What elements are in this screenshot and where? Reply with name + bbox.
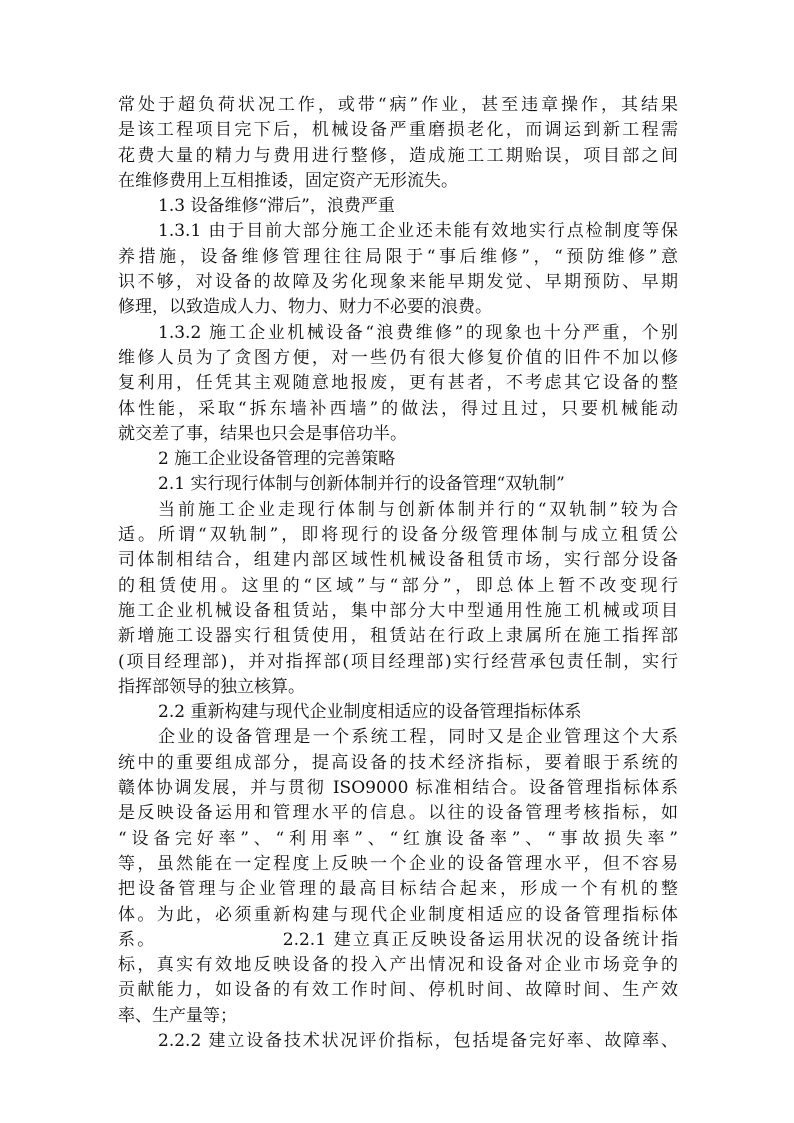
text-line: 识不够，对设备的故障及劣化现象来能早期发觉、早期预防、早期 — [118, 272, 678, 293]
text-line: 就交差了事，结果也只会是事倍功半。 — [118, 423, 407, 444]
text-line: 复利用，任凭其主观随意地报废，更有甚者，不考虑其它设备的整 — [118, 373, 678, 394]
text-line: 花费大量的精力与费用进行整修，造成施工工期贻误，项目部之间 — [118, 145, 678, 166]
text-line: 修理，以致造成人力、物力、财力不必要的浪费。 — [118, 297, 492, 318]
text-line: 指挥部领导的独立核算。 — [118, 676, 305, 697]
text-line: 2 施工企业设备管理的完善策略 — [158, 449, 396, 470]
text-line: 统中的重要组成部分，提高设备的技术经济指标，要着眼于系统的 — [118, 752, 678, 773]
text-line: 贡献能力，如设备的有效工作时间、停机时间、故障时间、生产效 — [118, 980, 678, 1001]
text-line: 等，虽然能在一定程度上反映一个企业的设备管理水平，但不容易 — [118, 853, 678, 874]
text-line: 企业的设备管理是一个系统工程，同时又是企业管理这个大系 — [158, 727, 678, 748]
text-line: 司体制相结合，组建内部区域性机械设备租赁市场，实行部分设备 — [118, 550, 678, 571]
text-line: 养措施，设备维修管理往往局限于“事后维修”，“预防维修”意 — [118, 246, 678, 267]
text-line: 当前施工企业走现行体制与创新体制并行的“双轨制”较为合 — [158, 499, 678, 520]
text-line: 是反映设备运用和管理水平的信息。以往的设备管理考核指标，如 — [118, 803, 678, 824]
text-line: 标，真实有效地反映设备的投入产出情况和设备对企业市场竞争的 — [118, 955, 678, 976]
text-line: 1.3 设备维修“滞后”，浪费严重 — [158, 196, 395, 217]
text-line: 2.2.2 建立设备技术状况评价指标，包括堤备完好率、故障率、 — [158, 1030, 678, 1051]
text-line: 把设备管理与企业管理的最高目标结合起来，形成一个有机的整 — [118, 879, 678, 900]
text-line: 常处于超负荷状况工作，或带“病”作业，甚至违章操作，其结果 — [118, 95, 678, 115]
text-line: 2.2 重新构建与现代企业制度相适应的设备管理指标体系 — [158, 702, 582, 723]
text-line: 1.3.2 施工企业机械设备“浪费维修”的现象也十分严重，个别 — [158, 322, 678, 343]
text-line: 体性能，采取“拆东墙补西墙”的做法，得过且过，只要机械能动 — [118, 398, 678, 419]
text-line: 在维修费用上互相推诿，固定资产无形流失。 — [118, 170, 458, 191]
text-line: 赣体协调发展，并与贯彻 ISO9000 标准相结合。设备管理指标体系 — [118, 778, 678, 799]
text-line: 的租赁使用。这里的“区域”与“部分”，即总体上暂不改变现行 — [118, 575, 678, 596]
text-line: 率、生产量等； — [118, 1005, 237, 1026]
text-line: 1.3.1 由于目前大部分施工企业还未能有效地实行点检制度等保 — [158, 221, 678, 242]
text-line: (项目经理部)，并对指挥部(项目经理部)实行经营承包责任制，实行 — [118, 651, 678, 672]
text-line: 是该工程项目完下后，机械设备严重磨损老化，而调运到新工程需 — [118, 120, 678, 141]
text-line: 维修人员为了贪图方便，对一些仍有很大修复价值的旧件不加以修 — [118, 347, 678, 368]
text-line: 适。所谓“双轨制”，即将现行的设备分级管理体制与成立租赁公 — [118, 525, 678, 546]
document-body — [118, 93, 678, 1054]
text-line: “设备完好率”、“利用率”、“红旗设备率”、“事故损失率” — [118, 828, 678, 849]
text-line: 体。为此，必须重新构建与现代企业制度相适应的设备管理指标体 — [118, 904, 678, 925]
text-line: 施工企业机械设备租赁站，集中部分大中型通用性施工机械或项目 — [118, 600, 678, 621]
text-line: 2.1 实行现行体制与创新体制并行的设备管理“双轨制” — [158, 474, 565, 495]
text-line: 系。 2.2.1 建立真正反映设备运用状况的设备统计指 — [118, 929, 678, 950]
text-line: 新增施工设器实行租赁使用，租赁站在行政上隶属所在施工指挥部 — [118, 626, 678, 647]
